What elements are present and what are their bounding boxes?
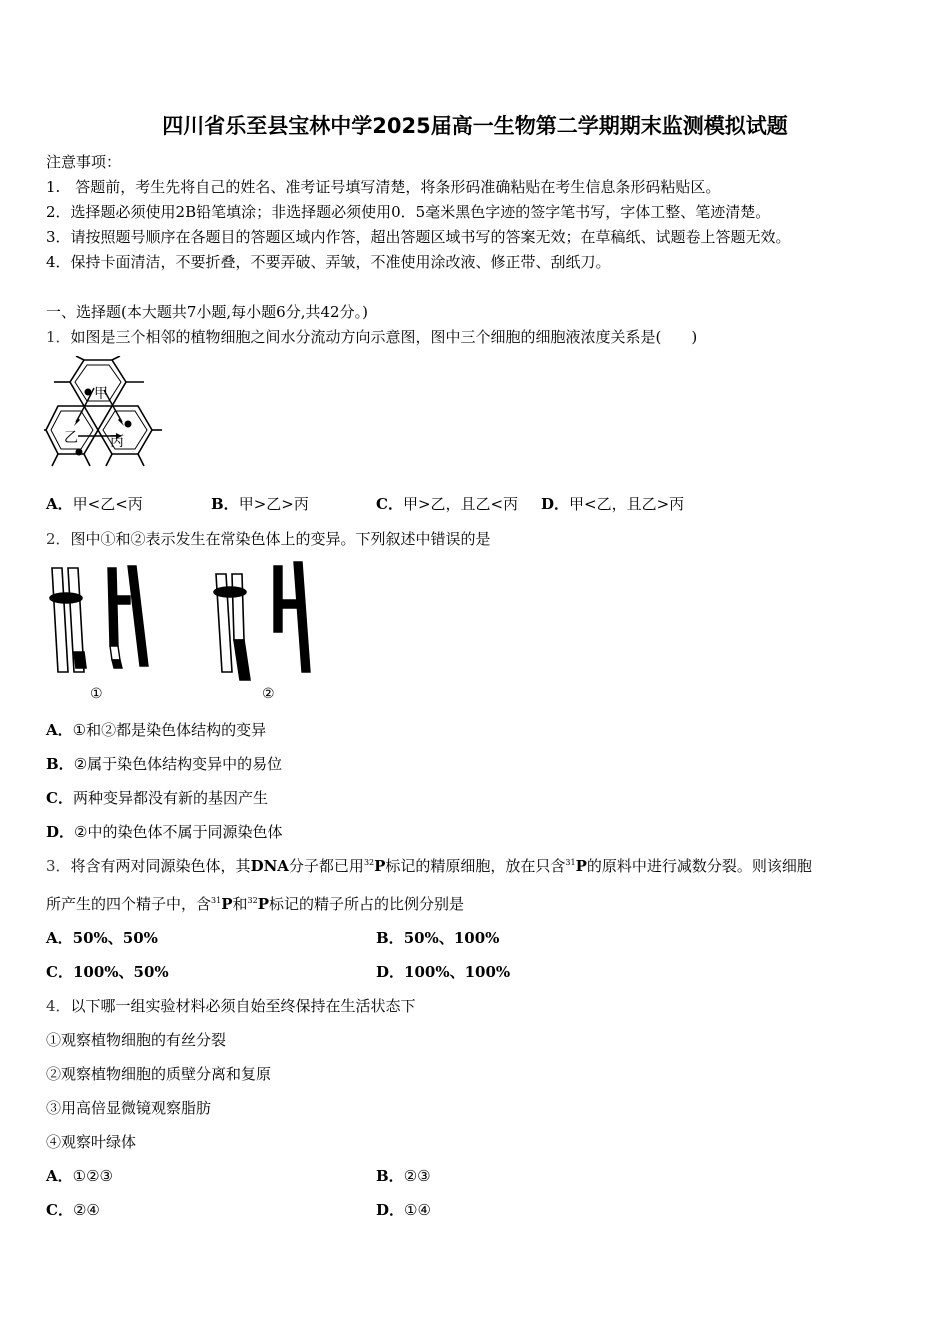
isotope-mass: 32 bbox=[247, 896, 258, 905]
option-text: ①④ bbox=[404, 1201, 431, 1219]
element-symbol: P bbox=[575, 857, 587, 875]
cell-bing-outline bbox=[98, 406, 152, 454]
element-symbol: P bbox=[221, 895, 233, 913]
question-number: 2． bbox=[46, 530, 71, 548]
option-label: B． bbox=[46, 755, 74, 773]
figure-label-1: ① bbox=[90, 686, 103, 702]
notice-item: 3．请按照题号顺序在各题目的答题区域内作答，超出答题区域书写的答案无效；在草稿纸、试题卷上答题无效。 bbox=[46, 228, 791, 246]
option-label: B． bbox=[376, 1167, 404, 1185]
question-number: 3． bbox=[46, 857, 71, 875]
notice-heading: 注意事项： bbox=[46, 153, 122, 171]
page-title: 四川省乐至县宝林中学2025届高一生物第二学期期末监测模拟试题 bbox=[162, 114, 788, 138]
q4-option-d[interactable] bbox=[376, 1200, 431, 1220]
q1-option-c[interactable] bbox=[376, 494, 518, 514]
cell-diagram bbox=[44, 356, 164, 472]
question-2 bbox=[46, 529, 491, 549]
option-label: D． bbox=[376, 963, 405, 981]
option-text: 100%、50% bbox=[72, 963, 169, 981]
option-label: C． bbox=[46, 789, 73, 807]
q4-option-b[interactable] bbox=[376, 1166, 431, 1186]
question-3-line-1 bbox=[46, 856, 812, 876]
q4-item: ③用高倍显微镜观察脂肪 bbox=[46, 1099, 212, 1117]
option-text: ①②③ bbox=[72, 1167, 113, 1185]
option-text: 甲<乙<丙 bbox=[72, 495, 143, 513]
q4-item: ①观察植物细胞的有丝分裂 bbox=[46, 1031, 227, 1049]
question-number: 1． bbox=[46, 328, 71, 346]
q2-option-b[interactable] bbox=[46, 754, 282, 774]
cell-label-bing: 丙 bbox=[110, 434, 124, 450]
notice-item: 4．保持卡面清洁，不要折叠，不要弄破、弄皱，不准使用涂改液、修正带、刮纸刀。 bbox=[46, 253, 611, 271]
option-text: ②④ bbox=[72, 1201, 100, 1219]
q3-option-c[interactable] bbox=[46, 962, 169, 982]
question-text: 所产生的四个精子中，含 bbox=[46, 895, 212, 913]
question-1 bbox=[46, 327, 697, 347]
option-label: C． bbox=[46, 963, 73, 981]
option-text: 50%、100% bbox=[403, 929, 500, 947]
question-text: 将含有两对同源染色体，其 bbox=[70, 857, 251, 875]
question-3-line-2 bbox=[46, 894, 464, 914]
question-text: 分子都已用 bbox=[288, 857, 364, 875]
isotope-mass: 32 bbox=[363, 858, 375, 867]
element-symbol: P bbox=[257, 895, 269, 913]
option-text: ②属于染色体结构变异中的易位 bbox=[73, 755, 283, 773]
option-text: ①和②都是染色体结构的变异 bbox=[72, 721, 267, 739]
section-heading: 一、选择题(本大题共7小题,每小题6分,共42分。) bbox=[46, 303, 368, 321]
isotope-mass: 31 bbox=[565, 858, 576, 867]
option-text: 甲<乙，且乙>丙 bbox=[569, 495, 685, 513]
q2-option-c[interactable] bbox=[46, 788, 268, 808]
q3-option-b[interactable] bbox=[376, 928, 499, 948]
option-label: B． bbox=[211, 495, 239, 513]
q3-option-a[interactable] bbox=[46, 928, 158, 948]
question-4 bbox=[46, 996, 416, 1016]
q2-option-d[interactable] bbox=[46, 822, 282, 842]
option-label: A． bbox=[46, 929, 73, 947]
notice-item: 1. 答题前，考生先将自己的姓名、准考证号填写清楚，将条形码准确粘贴在考生信息条形码粘贴区。 bbox=[46, 178, 721, 196]
option-label: A． bbox=[46, 1167, 73, 1185]
q4-item: ②观察植物细胞的质壁分离和复原 bbox=[46, 1065, 272, 1083]
q4-item: ④观察叶绿体 bbox=[46, 1133, 137, 1151]
option-label: D． bbox=[46, 823, 75, 841]
option-text: 甲>乙>丙 bbox=[238, 495, 309, 513]
option-text: 50%、50% bbox=[72, 929, 158, 947]
option-label: D． bbox=[541, 495, 570, 513]
q3-option-d[interactable] bbox=[376, 962, 510, 982]
question-text: 和 bbox=[232, 895, 248, 913]
element-symbol: P bbox=[374, 857, 386, 875]
option-text: 两种变异都没有新的基因产生 bbox=[72, 789, 268, 807]
question-text: 的原料中进行减数分裂。则该细胞 bbox=[586, 857, 812, 875]
question-text: 图中①和②表示发生在常染色体上的变异。下列叙述中错误的是 bbox=[70, 530, 491, 548]
notice-item: 2．选择题必须使用2B铅笔填涂；非选择题必须使用0．5毫米黑色字迹的签字笔书写，字体工整、笔迹清楚。 bbox=[46, 203, 771, 221]
option-label: C． bbox=[376, 495, 403, 513]
question-text: 以下哪一组实验材料必须自始至终保持在生活状态下 bbox=[70, 997, 416, 1015]
q1-option-d[interactable] bbox=[541, 494, 684, 514]
option-label: C． bbox=[46, 1201, 73, 1219]
question-text: 标记的精原细胞，放在只含 bbox=[385, 857, 566, 875]
option-text: 甲>乙，且乙<丙 bbox=[402, 495, 519, 513]
q1-option-a[interactable] bbox=[46, 494, 143, 514]
figure-label-2: ② bbox=[262, 686, 275, 702]
q1-option-b[interactable] bbox=[211, 494, 309, 514]
chromosome-diagram bbox=[44, 560, 324, 706]
option-label: B． bbox=[376, 929, 404, 947]
isotope-mass: 31 bbox=[211, 896, 222, 905]
question-text: 标记的精子所占的比例分别是 bbox=[268, 895, 464, 913]
option-label: A． bbox=[46, 721, 73, 739]
option-label: D． bbox=[376, 1201, 405, 1219]
option-label: A． bbox=[46, 495, 73, 513]
cell-label-jia: 甲 bbox=[94, 386, 108, 402]
question-number: 4． bbox=[46, 997, 71, 1015]
question-text: DNA bbox=[250, 857, 289, 875]
option-text: 100%、100% bbox=[404, 963, 511, 981]
q4-option-c[interactable] bbox=[46, 1200, 100, 1220]
option-text: ②中的染色体不属于同源染色体 bbox=[74, 823, 283, 841]
option-text: ②③ bbox=[403, 1167, 431, 1185]
question-text: 如图是三个相邻的植物细胞之间水分流动方向示意图，图中三个细胞的细胞液浓度关系是( ) bbox=[70, 328, 698, 346]
q4-option-a[interactable] bbox=[46, 1166, 113, 1186]
cell-label-yi: 乙 bbox=[64, 430, 78, 446]
q2-option-a[interactable] bbox=[46, 720, 266, 740]
